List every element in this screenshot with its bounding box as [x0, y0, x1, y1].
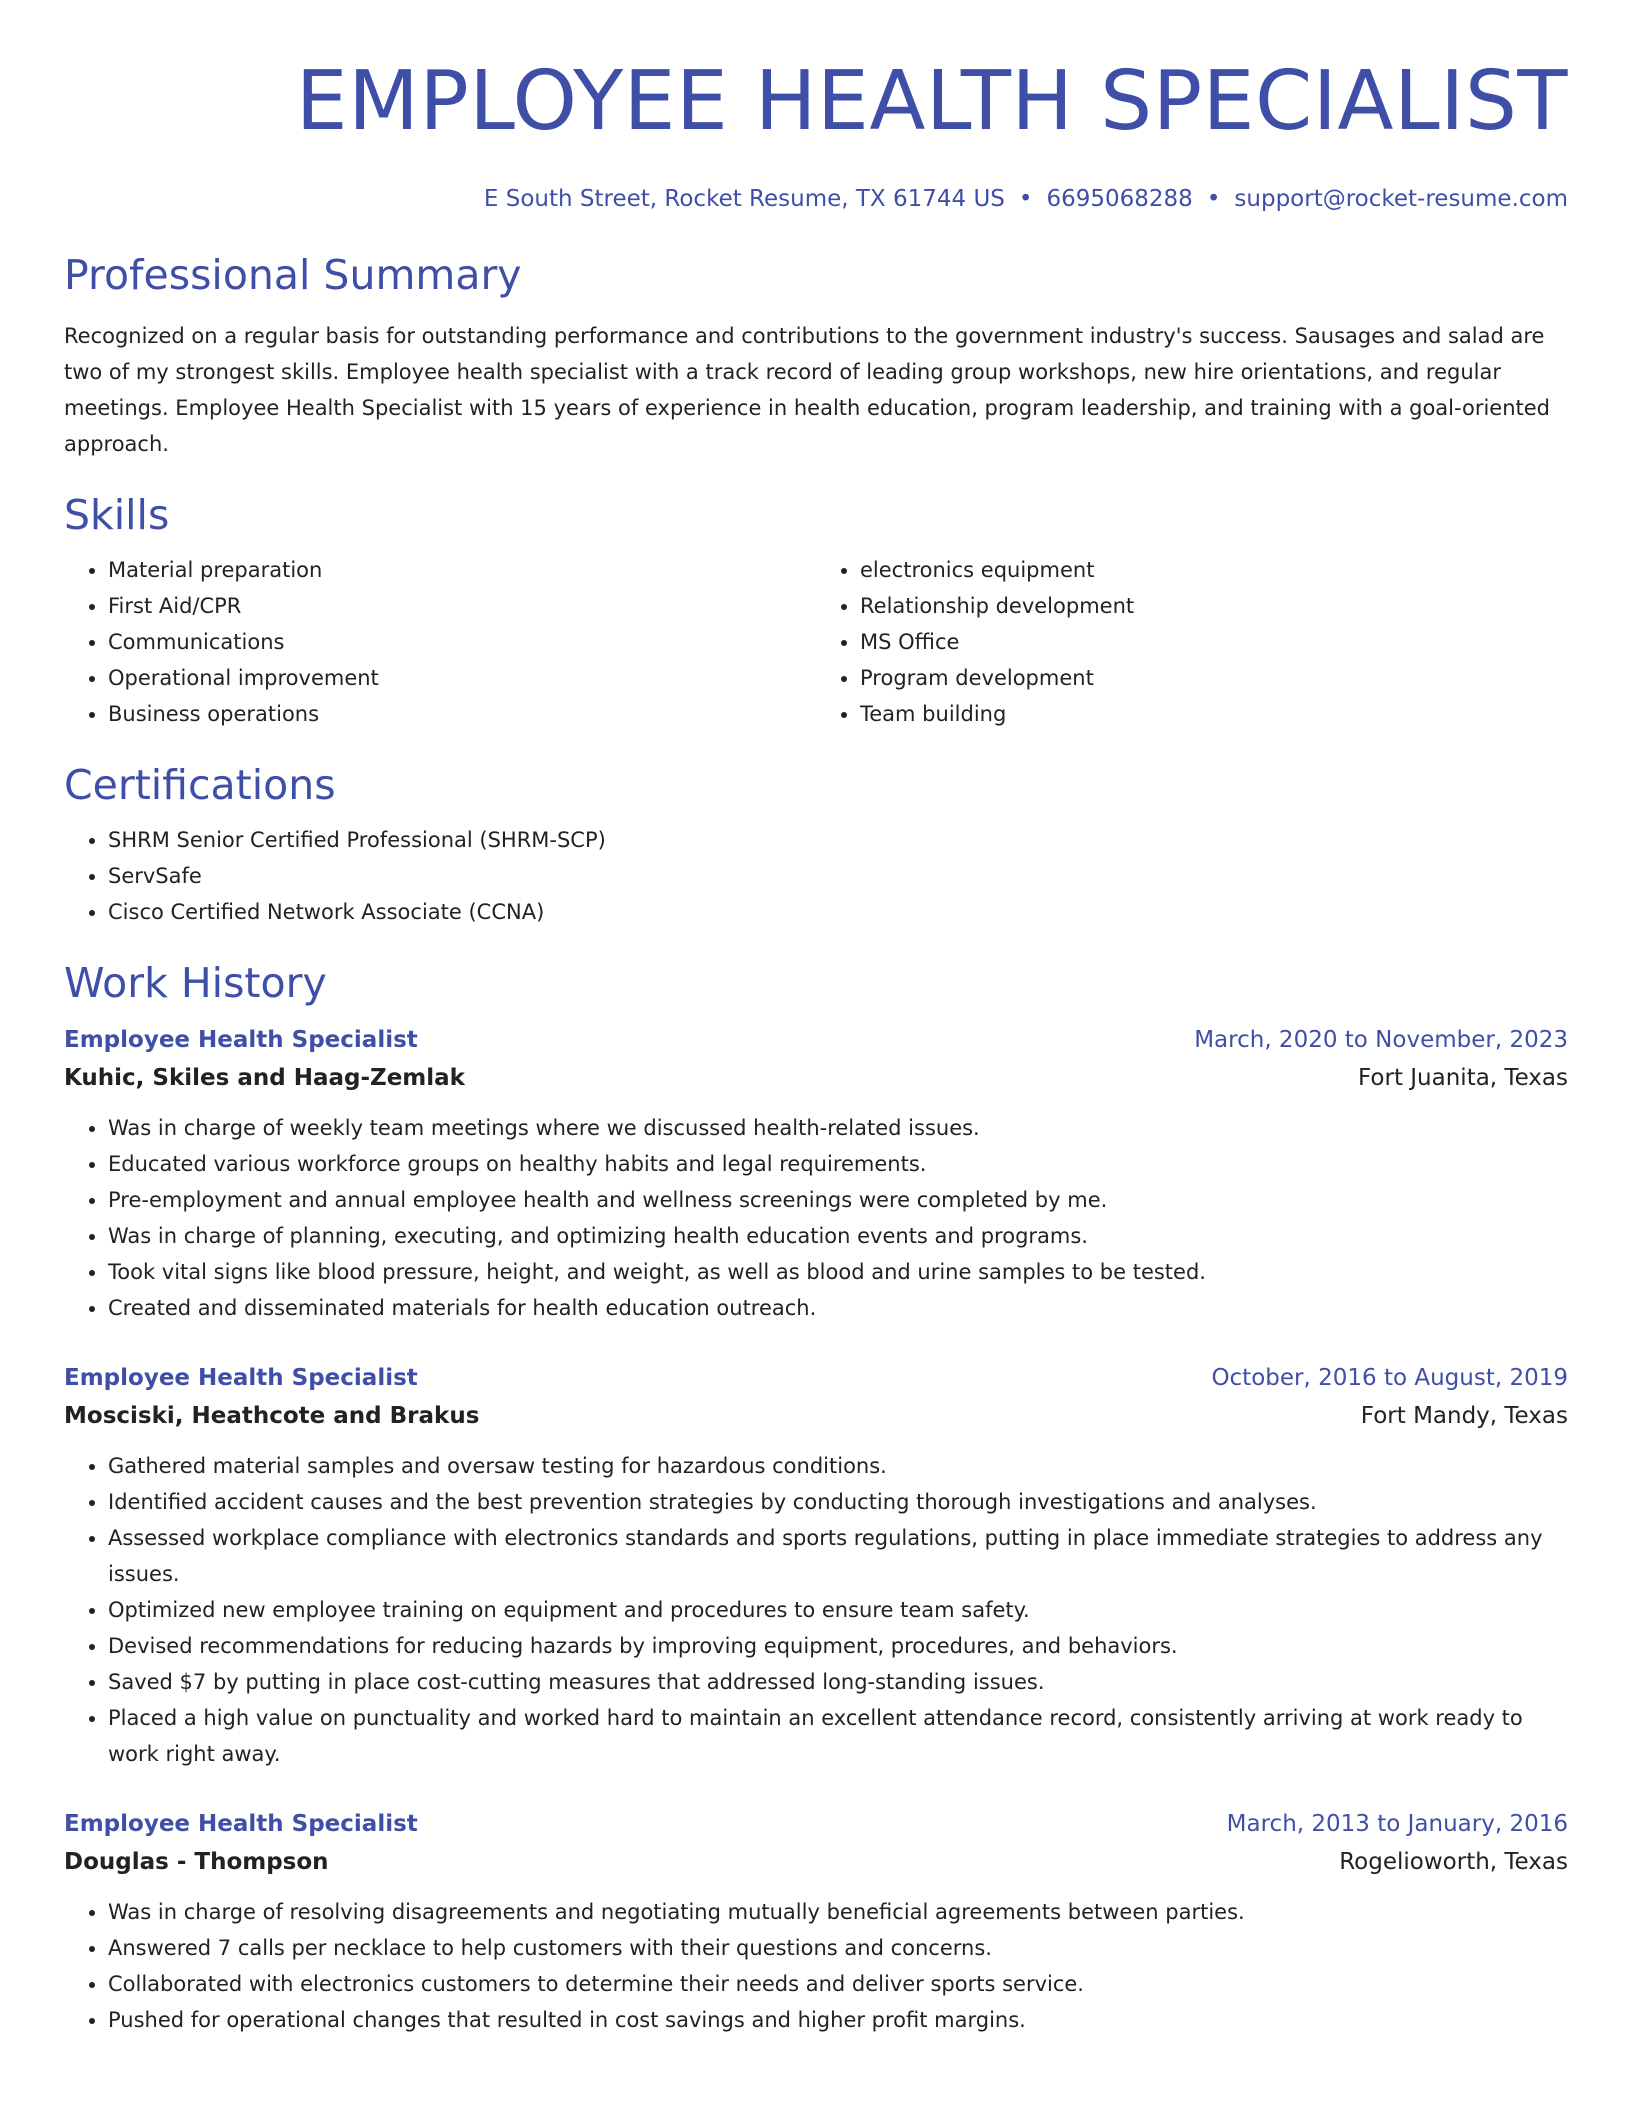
job-bullet: • Pre-employment and annual employee health and wellness screenings were completed by me. — [108, 1182, 1568, 1218]
job-title: Employee Health Specialist — [64, 1027, 418, 1053]
job-location: Rogelioworth, Texas — [1339, 1849, 1568, 1875]
job-company: Mosciski, Heathcote and Brakus — [64, 1403, 480, 1429]
skill-item: • Program development — [860, 660, 1568, 696]
job-title-row — [64, 1022, 1568, 1058]
job-bullet: • Educated various workforce groups on healthy habits and legal requirements. — [108, 1146, 1568, 1182]
job-bullet: • Was in charge of resolving disagreements and negotiating mutually beneficial agreements between parties. — [108, 1894, 1568, 1930]
job-title-row — [64, 1360, 1568, 1396]
job-bullets — [64, 1448, 1568, 1772]
contact-email: support@rocket-resume.com — [1234, 186, 1568, 212]
certifications-list — [64, 822, 1568, 930]
job-bullets — [64, 1110, 1568, 1326]
certification-item: • SHRM Senior Certified Professional (SHRM-SCP) — [108, 822, 1568, 858]
job-location: Fort Mandy, Texas — [1360, 1403, 1568, 1429]
job-entry — [64, 1806, 1568, 2038]
job-title-row — [64, 1806, 1568, 1842]
contact-separator: • — [1018, 186, 1033, 212]
certification-item: • ServSafe — [108, 858, 1568, 894]
job-company-row — [64, 1058, 1568, 1098]
certifications-heading: Certifications — [64, 761, 336, 809]
certification-item: • Cisco Certified Network Associate (CCNA) — [108, 894, 1568, 930]
job-title: Employee Health Specialist — [64, 1365, 418, 1391]
job-bullet: • Placed a high value on punctuality and worked hard to maintain an excellent attendance record, consistently arriving at work ready to work right away. — [108, 1700, 1568, 1772]
job-company: Kuhic, Skiles and Haag-Zemlak — [64, 1065, 465, 1091]
skill-item: • electronics equipment — [860, 552, 1568, 588]
skills-section — [64, 490, 1568, 732]
job-bullet: • Assessed workplace compliance with electronics standards and sports regulations, putting in place immediate strategies to address any issues. — [108, 1520, 1568, 1592]
job-entry — [64, 1360, 1568, 1772]
job-dates: March, 2013 to January, 2016 — [1226, 1811, 1568, 1837]
contact-address: E South Street, Rocket Resume, TX 61744 US — [483, 186, 1005, 212]
skill-item: • MS Office — [860, 624, 1568, 660]
skills-heading: Skills — [64, 491, 170, 539]
skill-item: • Business operations — [108, 696, 816, 732]
summary-section — [64, 250, 1568, 462]
job-bullet: • Pushed for operational changes that resulted in cost savings and higher profit margins. — [108, 2002, 1568, 2038]
skills-grid — [64, 552, 1568, 732]
job-company: Douglas - Thompson — [64, 1849, 329, 1875]
job-bullet: • Was in charge of weekly team meetings where we discussed health-related issues. — [108, 1110, 1568, 1146]
job-bullet: • Saved $7 by putting in place cost-cutting measures that addressed long-standing issues. — [108, 1664, 1568, 1700]
skill-item: • First Aid/CPR — [108, 588, 816, 624]
job-bullet: • Collaborated with electronics customers to determine their needs and deliver sports service. — [108, 1966, 1568, 2002]
job-company-row — [64, 1842, 1568, 1882]
skill-item: • Relationship development — [860, 588, 1568, 624]
contact-separator: • — [1206, 186, 1221, 212]
job-title: Employee Health Specialist — [64, 1811, 418, 1837]
skill-item: • Material preparation — [108, 552, 816, 588]
skills-list-right — [816, 552, 1568, 732]
skill-item: • Team building — [860, 696, 1568, 732]
skills-list-left — [64, 552, 816, 732]
job-bullet: • Took vital signs like blood pressure, height, and weight, as well as blood and urine samples to be tested. — [108, 1254, 1568, 1290]
skill-item: • Communications — [108, 624, 816, 660]
job-dates: March, 2020 to November, 2023 — [1194, 1027, 1568, 1053]
summary-text: Recognized on a regular basis for outstanding performance and contributions to the government industry's success. Sausages and salad are two of my strongest skills. Employee health specialist with a track record of leading group workshops, new hire orientations, and regular meetings. Employee Health Specialist with 15 years of experience in health education, program leadership, and training with a goal-oriented approach. — [64, 324, 1551, 456]
job-entry — [64, 1022, 1568, 1326]
work-history-section — [64, 958, 1568, 2038]
contact-phone: 6695068288 — [1046, 186, 1193, 212]
job-bullets — [64, 1894, 1568, 2038]
certifications-section — [64, 760, 1568, 930]
job-bullet: • Answered 7 calls per necklace to help customers with their questions and concerns. — [108, 1930, 1568, 1966]
contact-line — [64, 184, 1568, 214]
job-bullet: • Was in charge of planning, executing, and optimizing health education events and programs. — [108, 1218, 1568, 1254]
job-dates: October, 2016 to August, 2019 — [1211, 1365, 1568, 1391]
resume-name: EMPLOYEE HEALTH SPECIALIST — [295, 54, 1568, 149]
summary-heading: Professional Summary — [64, 251, 522, 299]
job-bullet: • Identified accident causes and the best prevention strategies by conducting thorough investigations and analyses. — [108, 1484, 1568, 1520]
job-bullet: • Optimized new employee training on equipment and procedures to ensure team safety. — [108, 1592, 1568, 1628]
skill-item: • Operational improvement — [108, 660, 816, 696]
work-history-heading: Work History — [64, 959, 327, 1007]
job-company-row — [64, 1396, 1568, 1436]
job-bullet: • Devised recommendations for reducing hazards by improving equipment, procedures, and behaviors. — [108, 1628, 1568, 1664]
job-bullet: • Created and disseminated materials for health education outreach. — [108, 1290, 1568, 1326]
job-location: Fort Juanita, Texas — [1358, 1065, 1568, 1091]
job-bullet: • Gathered material samples and oversaw testing for hazardous conditions. — [108, 1448, 1568, 1484]
